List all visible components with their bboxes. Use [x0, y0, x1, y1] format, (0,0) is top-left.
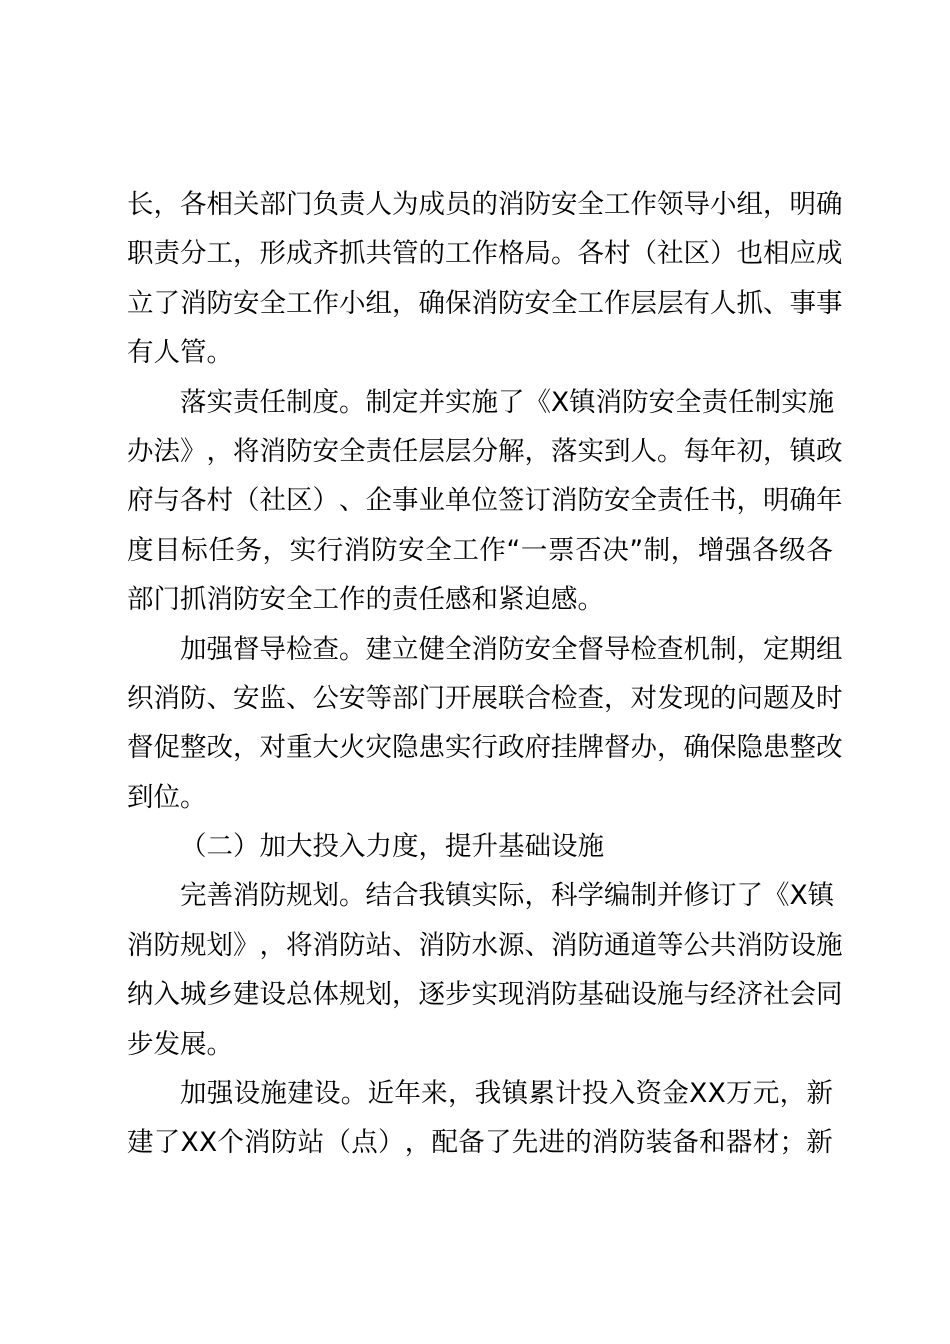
text-line: 到位。: [127, 781, 207, 813]
text-line: 长 ， 各 相 关 部 门 负 责 人 为 成 员 的 消 防 安 全 工 作 领 导 小 组 ， 明 确: [127, 189, 843, 220]
section-heading: （二）加大投入力度，提升基础设施: [180, 831, 604, 863]
text-line: 落 实 责 任 制 度 。 制 定 并 实 施 了 《 X 镇 消 防 安 全 责 任 制 实 施: [180, 386, 835, 418]
text-line: 立 了 消 防 安 全 工 作 小 组 ， 确 保 消 防 安 全 工 作 层 层 有 人 抓 、 事 事: [127, 287, 843, 319]
text-line: 加 强 督 导 检 查 。 建 立 健 全 消 防 安 全 督 导 检 查 机 制 ， 定 期 组: [180, 633, 843, 665]
text-line: 加 强 设 施 建 设 。 近 年 来 ， 我 镇 累 计 投 入 资 金 X X 万 元 ， 新: [180, 1078, 833, 1110]
text-line: 度 目 标 任 务 ， 实 行 消 防 安 全 工 作 “ 一 票 否 决 ” 制 ， 增 强 各 级 各: [127, 534, 833, 566]
text-line: 办 法 》 ， 将 消 防 安 全 责 任 层 层 分 解 ， 落 实 到 人 。 每 年 初 ， 镇 政: [127, 435, 843, 467]
text-line: 部门抓消防安全工作的责任感和紧迫感。: [127, 584, 604, 616]
document-body: [127, 180, 843, 1168]
text-line: 步发展。: [127, 1028, 233, 1060]
text-line: 建 了 X X 个 消 防 站 （ 点 ） ， 配 备 了 先 进 的 消 防 装 备 和 器 材 ； 新: [127, 1127, 833, 1159]
text-line: 消 防 规 划 》 ， 将 消 防 站 、 消 防 水 源 、 消 防 通 道 等 公 共 消 防 设 施: [127, 929, 843, 961]
text-line: 职 责 分 工 ， 形 成 齐 抓 共 管 的 工 作 格 局 。 各 村 （ 社 区 ） 也 相 应 成: [127, 238, 843, 270]
text-line: 织 消 防 、 安 监 、 公 安 等 部 门 开 展 联 合 检 查 ， 对 发 现 的 问 题 及 时: [127, 682, 843, 714]
text-line: 有人管。: [127, 337, 233, 369]
text-line: 完 善 消 防 规 划 。 结 合 我 镇 实 际 ， 科 学 编 制 并 修 订 了 《 X 镇: [180, 880, 835, 912]
text-line: 纳 入 城 乡 建 设 总 体 规 划 ， 逐 步 实 现 消 防 基 础 设 施 与 经 济 社 会 同: [127, 979, 843, 1011]
text-line: 督 促 整 改 ， 对 重 大 火 灾 隐 患 实 行 政 府 挂 牌 督 办 ， 确 保 隐 患 整 改: [127, 732, 843, 764]
text-line: 府 与 各 村 （ 社 区 ） 、 企 事 业 单 位 签 订 消 防 安 全 责 任 书 ， 明 确 年: [127, 485, 843, 517]
